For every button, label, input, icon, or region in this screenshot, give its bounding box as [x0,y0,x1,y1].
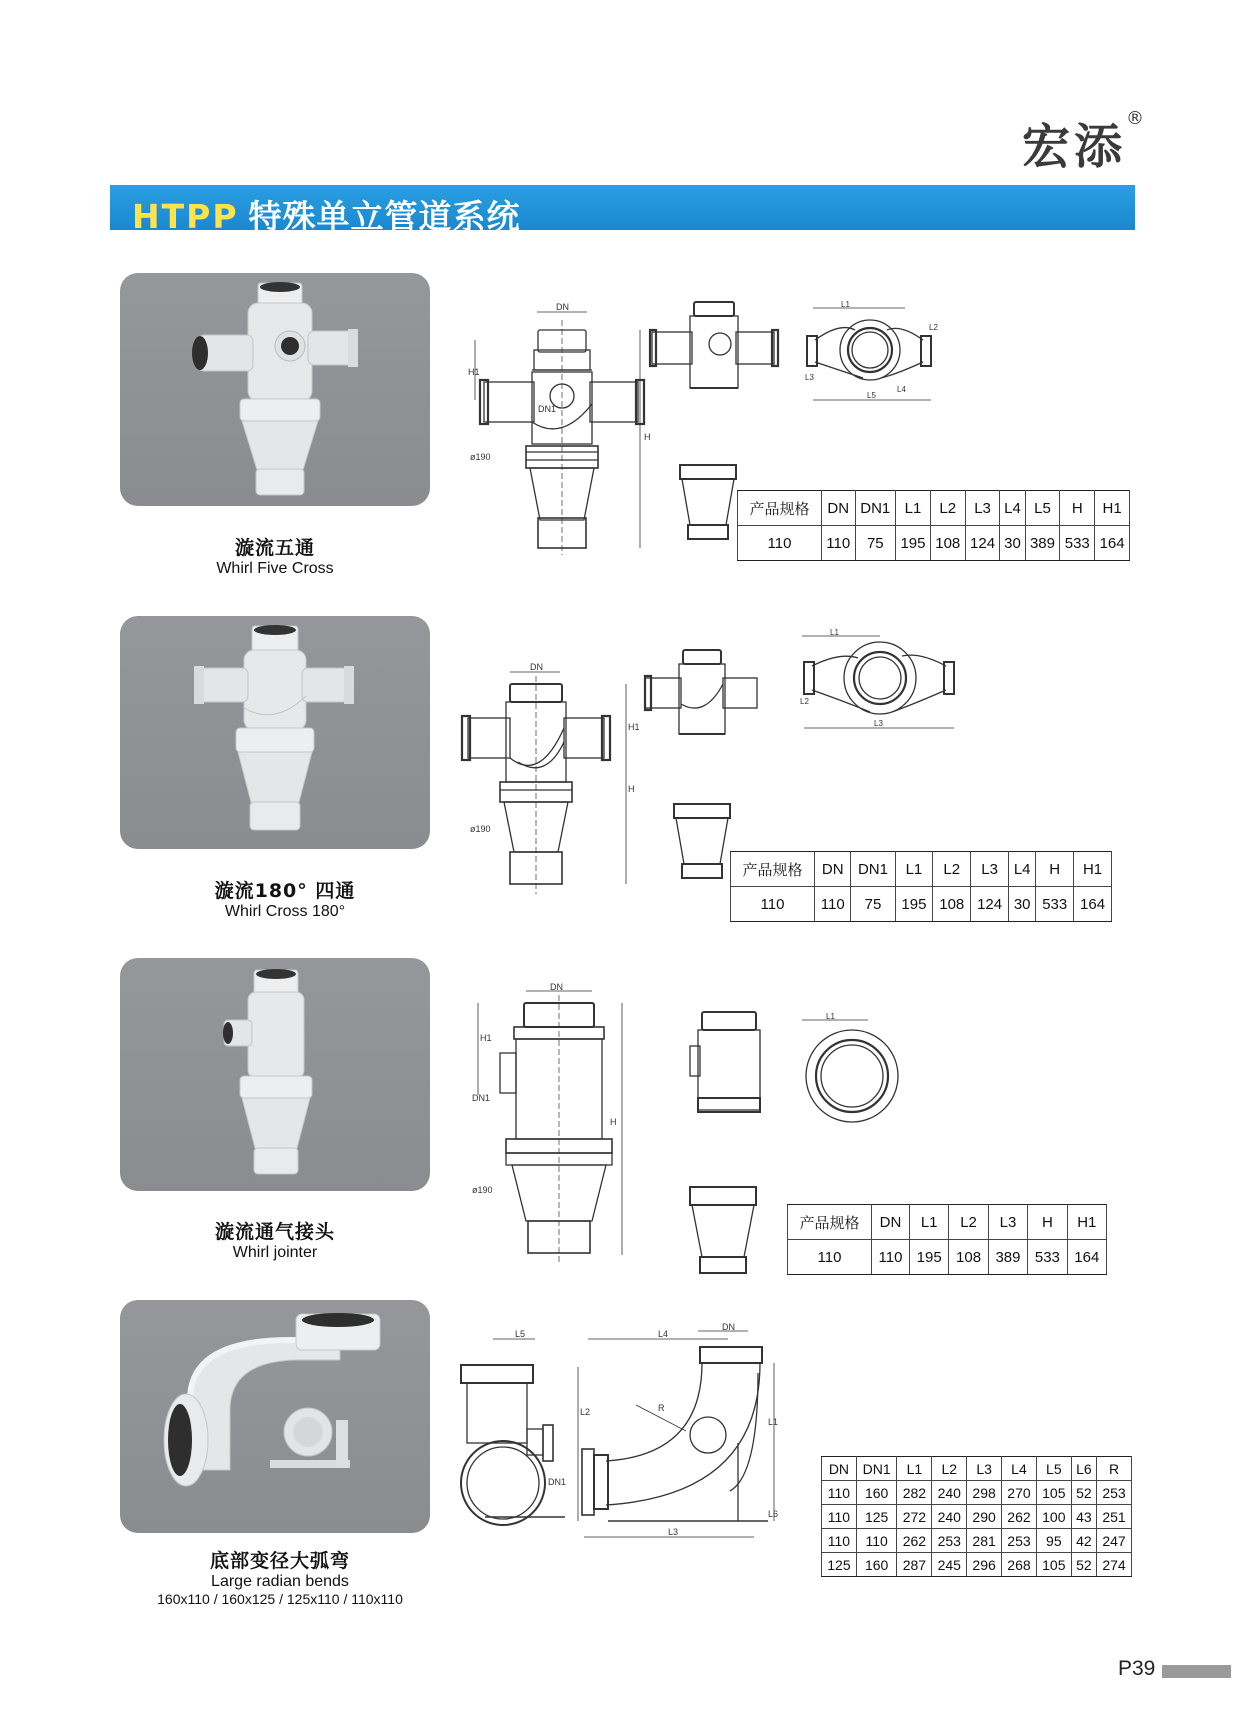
drawing-five-cross-top [805,300,938,410]
table-cell: 533 [1060,526,1095,561]
table-cell: 195 [896,526,931,561]
table-cell: 268 [1002,1553,1037,1577]
table-cell: 533 [1028,1240,1067,1275]
table-header: L5 [1025,491,1060,526]
table-cell: 110 [822,526,856,561]
table-cell: 296 [967,1553,1002,1577]
table-cell: 270 [1002,1481,1037,1505]
drawing-cross-180-top [800,628,960,738]
banner-code: HTPP [132,197,239,236]
dim-dn: DN [550,982,563,992]
dim-dn: DN [722,1322,735,1332]
table-header: DN1 [855,491,896,526]
table-header: R [1097,1457,1132,1481]
table-cell: 240 [932,1505,967,1529]
table-cell: 253 [1002,1529,1037,1553]
table-header: L5 [1036,1457,1071,1481]
dim-l5: L5 [867,391,876,400]
table-cell: 245 [932,1553,967,1577]
table-header: L3 [988,1205,1027,1240]
drawing-bend-side [455,1325,575,1525]
table-header: L4 [1002,1457,1037,1481]
table-cell: 240 [932,1481,967,1505]
banner-title-text: 特殊单立管道系统 [248,197,521,236]
table-cell: 282 [897,1481,932,1505]
product-caption [180,533,370,578]
table-cell: 52 [1071,1553,1096,1577]
dim-l5: L5 [515,1329,526,1339]
drawing-five-cross-front [470,300,660,570]
table-cell: 105 [1036,1481,1071,1505]
table-cell: 253 [932,1529,967,1553]
table-cell: 125 [856,1505,897,1529]
table-cell: 125 [822,1553,857,1577]
dim-dn: DN [530,662,543,672]
table-cell: 110 [788,1240,872,1275]
product-name-en: Whirl jointer [232,1244,318,1261]
table-cell: 164 [1067,1240,1106,1275]
dim-l4: L4 [658,1329,669,1339]
dim-l2: L2 [929,323,938,332]
drawing-five-cross-reducer [678,463,738,543]
product-photo-five-cross [120,273,430,506]
table-cell: 42 [1071,1529,1096,1553]
spec-table-five-cross [737,490,1130,561]
table-cell: 247 [1097,1529,1132,1553]
table-row [822,1505,1132,1529]
product-photo-large-bend [120,1300,430,1533]
page-bar [1162,1665,1231,1678]
table-cell: 124 [965,526,1000,561]
table-header-row [788,1205,1107,1240]
table-header: DN [815,852,851,887]
dim-l6: L6 [768,1509,779,1519]
table-cell: 533 [1036,887,1074,922]
dim-r: R [658,1403,665,1413]
table-header: L1 [896,491,931,526]
table-header: L1 [909,1205,948,1240]
table-cell: 287 [897,1553,932,1577]
dim-h: H [628,784,635,794]
table-cell: 75 [855,526,896,561]
table-cell: 108 [933,887,971,922]
dim-d190: ø190 [470,452,491,462]
table-cell: 290 [967,1505,1002,1529]
table-header-row [822,1457,1132,1481]
dim-l3: L3 [874,719,883,728]
dim-d190: ø190 [470,824,491,834]
table-cell: 110 [822,1481,857,1505]
dim-dn: DN [556,302,569,312]
product-name-en: Whirl Cross 180° [224,903,346,920]
table-cell: 108 [930,526,965,561]
table-header: H [1060,491,1095,526]
drawing-cross-180-side [645,648,765,748]
dim-h1: H1 [480,1033,492,1043]
product-name-en: Whirl Five Cross [216,560,334,577]
table-cell: 100 [1036,1505,1071,1529]
dim-l2: L2 [580,1407,591,1417]
table-cell: 160 [856,1481,897,1505]
banner-title [132,191,521,238]
table-header: H [1028,1205,1067,1240]
table-row [822,1553,1132,1577]
table-cell: 274 [1097,1553,1132,1577]
dim-l2: L2 [800,697,809,706]
product-name-cn: 底部变径大弧弯 [209,1550,350,1572]
product-name-cn: 漩流180° 四通 [214,880,356,902]
table-cell: 105 [1036,1553,1071,1577]
table-header: DN1 [851,852,895,887]
product-photo-cross-180 [120,616,430,849]
table-header: L3 [971,852,1009,887]
dim-l3: L3 [805,373,814,382]
dim-l1: L1 [768,1417,779,1427]
table-cell: 164 [1095,526,1130,561]
table-header: H1 [1074,852,1112,887]
dim-dn1: DN1 [538,404,557,414]
product-caption [130,1546,430,1607]
dim-l3: L3 [668,1527,679,1537]
table-header: L1 [895,852,933,887]
dim-dn1: DN1 [548,1477,567,1487]
table-cell: 110 [738,526,822,561]
table-cell: 281 [967,1529,1002,1553]
table-header: DN [872,1205,910,1240]
table-row [738,526,1130,561]
table-header: DN1 [856,1457,897,1481]
dim-h: H [644,432,651,442]
drawing-five-cross-side [650,300,780,410]
table-cell: 30 [1009,887,1036,922]
brand-logo [1022,108,1148,177]
brand-name: 宏添 [1022,119,1127,175]
table-header: L2 [930,491,965,526]
table-cell: 110 [815,887,851,922]
product-name-cn: 漩流五通 [234,537,315,559]
table-header: L2 [932,1457,967,1481]
product-caption [180,1217,370,1262]
table-cell: 95 [1036,1529,1071,1553]
table-header: H [1036,852,1074,887]
table-row [822,1529,1132,1553]
table-cell: 251 [1097,1505,1132,1529]
spec-table-cross-180 [730,851,1112,922]
dim-l1: L1 [841,300,850,309]
product-name-cn: 漩流通气接头 [214,1221,335,1243]
dim-l4: L4 [897,385,906,394]
table-cell: 75 [851,887,895,922]
table-header: 产品规格 [788,1205,872,1240]
table-header: DN [822,1457,857,1481]
table-cell: 298 [967,1481,1002,1505]
table-header: L2 [949,1205,988,1240]
drawing-cross-180-reducer [672,802,732,882]
table-row [788,1240,1107,1275]
table-cell: 110 [822,1505,857,1529]
table-header-row [738,491,1130,526]
table-header: H1 [1095,491,1130,526]
product-photo-whirl-jointer [120,958,430,1191]
table-cell: 389 [988,1240,1027,1275]
product-sizes: 160x110 / 160x125 / 125x110 / 110x110 [157,1591,403,1607]
table-cell: 195 [895,887,933,922]
table-cell: 108 [949,1240,988,1275]
table-header: 产品规格 [731,852,815,887]
section-banner [110,185,1135,236]
table-cell: 110 [856,1529,897,1553]
drawing-cross-180-front [460,662,660,902]
spec-table-jointer [787,1204,1107,1275]
drawing-jointer-front [470,982,630,1270]
table-cell: 52 [1071,1481,1096,1505]
table-row [822,1481,1132,1505]
dim-dn1: DN1 [472,1093,491,1103]
table-cell: 195 [909,1240,948,1275]
table-cell: 30 [1000,526,1025,561]
table-cell: 43 [1071,1505,1096,1529]
table-cell: 124 [971,887,1009,922]
drawing-jointer-side [690,1010,770,1130]
dim-l1: L1 [830,628,839,637]
table-cell: 110 [872,1240,910,1275]
product-name-en: Large radian bends [211,1573,349,1590]
spec-table-large-bend [821,1456,1132,1577]
registered-mark: ® [1126,108,1149,129]
table-header: H1 [1067,1205,1106,1240]
table-header: L4 [1000,491,1025,526]
table-cell: 389 [1025,526,1060,561]
table-cell: 110 [822,1529,857,1553]
dim-h: H [610,1117,617,1127]
table-header-row [731,852,1112,887]
table-header: 产品规格 [738,491,822,526]
table-header: DN [822,491,856,526]
table-cell: 262 [1002,1505,1037,1529]
table-header: L3 [967,1457,1002,1481]
table-row [731,887,1112,922]
table-cell: 160 [856,1553,897,1577]
table-cell: 262 [897,1529,932,1553]
table-cell: 253 [1097,1481,1132,1505]
table-header: L6 [1071,1457,1096,1481]
dim-h1: H1 [628,722,640,732]
table-cell: 164 [1074,887,1112,922]
drawing-jointer-reducer [688,1185,758,1277]
table-cell: 272 [897,1505,932,1529]
dim-d190: ø190 [472,1185,493,1195]
table-header: L2 [933,852,971,887]
drawing-bend-front [548,1322,779,1545]
table-header: L3 [965,491,1000,526]
dim-h1: H1 [468,367,480,377]
drawing-jointer-top [800,1012,910,1122]
table-header: L1 [897,1457,932,1481]
table-header: L4 [1009,852,1036,887]
page-number: P39 [1118,1657,1156,1680]
dim-l1: L1 [826,1012,835,1021]
table-cell: 110 [731,887,815,922]
product-caption [190,876,380,921]
